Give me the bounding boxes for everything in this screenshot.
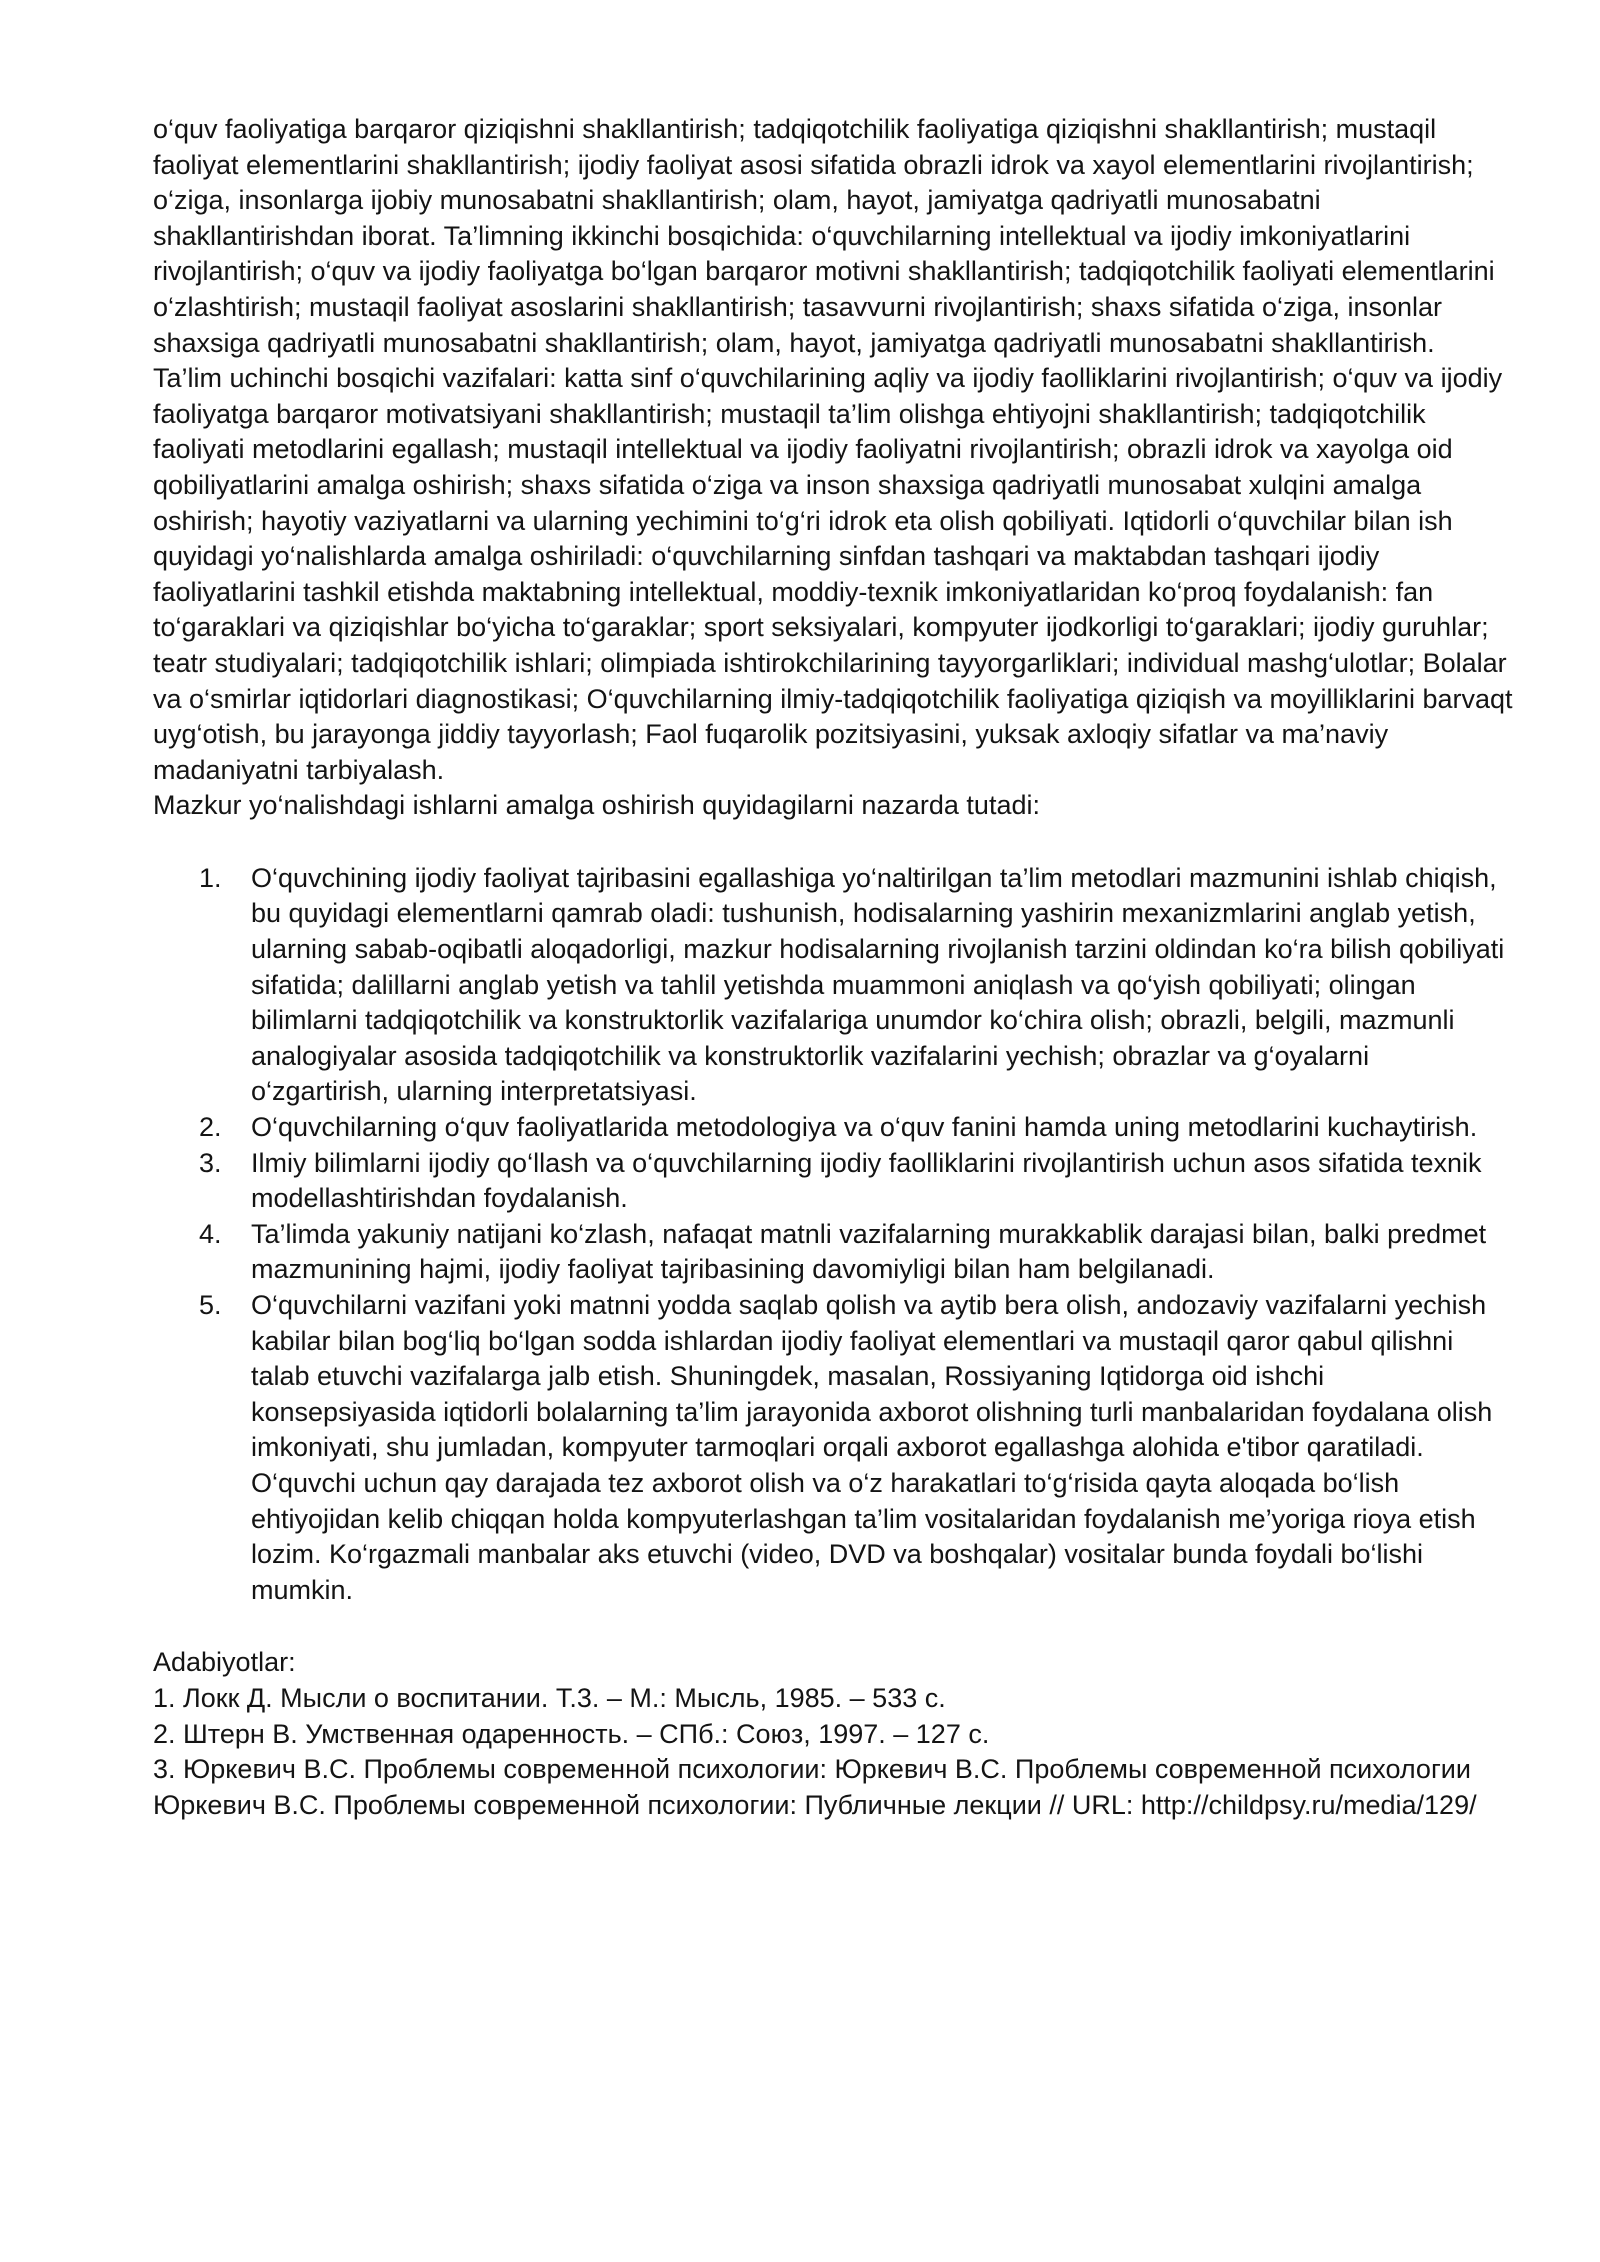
list-item — [153, 1217, 1513, 1288]
list-item-text: O‘quvchilarning o‘quv faoliyatlarida metodologiya va o‘quv fanini hamda uning metodlarini kuchaytirish. — [251, 1112, 1478, 1143]
list-item-text: O‘quvchilarni vazifani yoki matnni yodda saqlab qolish va aytib bera olish, andozaviy vazifalarni yechish kabilar bilan bog‘liq bo‘lgan sodda ishlardan ijodiy faoliyat elementlari va mustaqil qaror qabul qilishni talab etuvchi vazifalarga jalb etish. Shuningdek, masalan, Rossiyaning Iqtidorga oid ishchi konsepsiyasida iqtidorli bolalarning ta’lim jarayonida axborot olishning turli manbalaridan foydalana olish imkoniyati, shu jumladan, kompyuter tarmoqlari orqali axborot egallashga alohida e'tibor qaratiladi. O‘quvchi uchun qay darajada tez axborot olish va o‘z harakatlari to‘g‘risida qayta aloqada bo‘lish ehtiyojidan kelib chiqqan holda kompyuterlashgan ta’lim vositalaridan foydalanish me’yoriga rioya etish lozim. Ko‘rgazmali manbalar aks etuvchi (video, DVD va boshqalar) vositalar bunda foydali bo‘lishi mumkin. — [251, 1290, 1493, 1605]
list-item-number: 3. — [199, 1147, 222, 1178]
reference-item: 2. Штерн В. Умственная одаренность. – СПб.: Союз, 1997. – 127 с. — [153, 1718, 990, 1749]
list-item — [153, 1146, 1513, 1217]
list-item — [153, 1110, 1513, 1146]
list-item — [153, 1288, 1513, 1608]
list-item-number: 1. — [199, 862, 222, 893]
list-item-text: O‘quvchining ijodiy faoliyat tajribasini egallashiga yo‘naltirilgan ta’lim metodlari mazmunini ishlab chiqish, bu quyidagi elementlarni qamrab oladi: tushunish, hodisalarning yashirin mexanizmlarini anglab yetish, ularning sabab-oqibatli aloqadorligi, mazkur hodisalarning rivojlanish tarzini oldindan ko‘ra bilish qobiliyati sifatida; dalillarni anglab yetish va tahlil yetishda muammoni aniqlash va qo‘yish qobiliyati; olingan bilimlarni tadqiqotchilik va konstruktorlik vazifalariga unumdor ko‘chira olish; obrazli, belgili, mazmunli analogiyalar asosida tadqiqotchilik va konstruktorlik vazifalarini yechish; obrazlar va g‘oyalarni o‘zgartirish, ularning interpretatsiyasi. — [251, 862, 1505, 1107]
reference-item: 3. Юркевич В.С. Проблемы современной психологии: Юркевич В.С. Проблемы современной психологии Юркевич В.С. Проблемы современной психологии: Публичные лекции // URL: http://childpsy.ru/media/129/ — [153, 1754, 1477, 1820]
references-section — [153, 1645, 1513, 1823]
document-page — [153, 112, 1513, 1823]
paragraph-stages-1-2: o‘quv faoliyatiga barqaror qiziqishni shakllantirish; tadqiqotchilik faoliyatiga qiziqishni shakllantirish; mustaqil faoliyat elementlarini shakllantirish; ijodiy faoliyat asosi sifatida obrazli idrok va xayol elementlarini rivojlantirish; o‘ziga, insonlarga ijobiy munosabatni shakllantirish; olam, hayot, jamiyatga qadriyatli munosabatni shakllantirishdan iborat. Ta’limning ikkinchi bosqichida: o‘quvchilarning intellektual va ijodiy imkoniyatlarini rivojlantirish; o‘quv va ijodiy faoliyatga bo‘lgan barqaror motivni shakllantirish; tadqiqotchilik faoliyati elementlarini o‘zlashtirish; mustaqil faoliyat asoslarini shakllantirish; tasavvurni rivojlantirish; shaxs sifatida o‘ziga, insonlar shaxsiga qadriyatli munosabatni shakllantirish; olam, hayot, jamiyatga qadriyatli munosabatni shakllantirish. — [153, 114, 1495, 358]
list-item-text: Ilmiy bilimlarni ijodiy qo‘llash va o‘quvchilarning ijodiy faolliklarini rivojlantirish uchun asos sifatida texnik modellashtirishdan foydalanish. — [251, 1147, 1482, 1214]
paragraph-stage-3: Ta’lim uchinchi bosqichi vazifalari: katta sinf o‘quvchilarining aqliy va ijodiy faolliklarini rivojlantirish; o‘quv va ijodiy faoliyatga barqaror motivatsiyani shakllantirish; mustaqil ta’lim olishga ehtiyojni shakllantirish; tadqiqotchilik faoliyati metodlarini egallash; mustaqil intellektual va ijodiy faoliyatni rivojlantirish; obrazli idrok va xayolga oid qobiliyatlarini amalga oshirish; shaxs sifatida o‘ziga va inson shaxsiga qadriyatli munosabat xulqini amalga oshirish; hayotiy vaziyatlarni va ularning yechimini to‘g‘ri idrok eta olish qobiliyati. Iqtidorli o‘quvchilar bilan ish quyidagi yo‘nalishlarda amalga oshiriladi: o‘quvchilarning sinfdan tashqari va maktabdan tashqari ijodiy faoliyatlarini tashkil etishda maktabning intellektual, moddiy-texnik imkoniyatlaridan ko‘proq foydalanish: fan to‘garaklari va qiziqishlar bo‘yicha to‘garaklar; sport seksiyalari, kompyuter ijodkorligi to‘garaklari; ijodiy guruhlar; teatr studiyalari; tadqiqotchilik ishlari; olimpiada ishtirokchilarining tayyorgarliklari; individual mashg‘ulotlar; Bolalar va o‘smirlar iqtidorlari diagnostikasi; O‘quvchilarning ilmiy-tadqiqotchilik faoliyatiga qiziqish va moyilliklarini barvaqt uyg‘otish, bu jarayonga jiddiy tayyorlash; Faol fuqarolik pozitsiyasini, yuksak axloqiy sifatlar va ma’naviy madaniyatni tarbiyalash. — [153, 363, 1513, 785]
list-item — [153, 861, 1513, 1110]
numbered-list — [153, 861, 1513, 1608]
list-item-number: 2. — [199, 1112, 222, 1143]
list-item-number: 4. — [199, 1218, 222, 1249]
list-item-text: Ta’limda yakuniy natijani ko‘zlash, nafaqat matnli vazifalarning murakkablik darajasi bilan, balki predmet mazmunining hajmi, ijodiy faoliyat tajribasining davomiyligi bilan ham belgilanadi. — [251, 1218, 1487, 1285]
reference-item: 1. Локк Д. Мысли о воспитании. Т.3. – М.: Мысль, 1985. – 533 с. — [153, 1682, 946, 1713]
paragraph-intro-list: Mazkur yo‘nalishdagi ishlarni amalga oshirish quyidagilarni nazarda tutadi: — [153, 790, 1040, 821]
list-item-number: 5. — [199, 1290, 222, 1320]
references-heading: Adabiyotlar: — [153, 1647, 296, 1678]
